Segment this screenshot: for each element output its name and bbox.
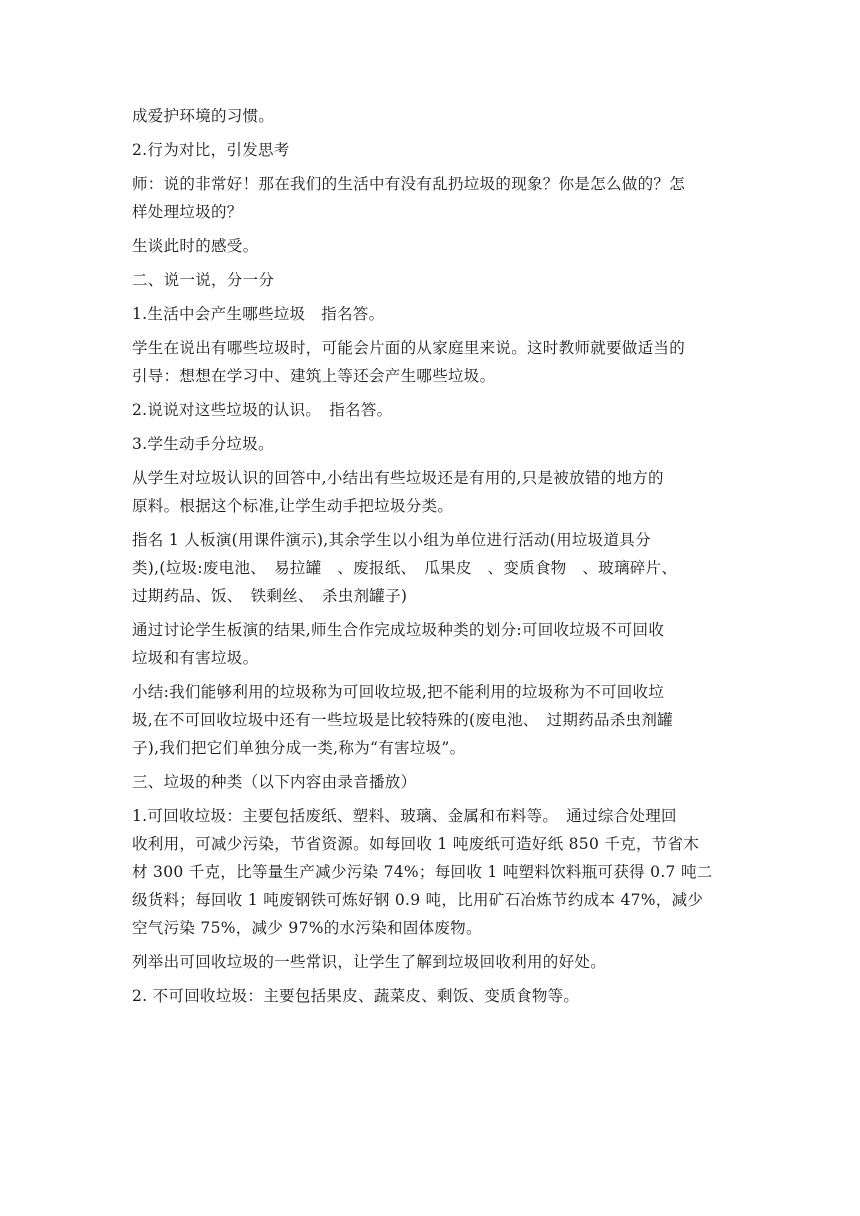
paragraph-line: 3.学生动手分垃圾。 — [132, 435, 274, 453]
paragraph-line: 级货料；每回收 1 吨废钢铁可炼好钢 0.9 吨，比用矿石冶炼节约成本 47%，减少 — [132, 891, 704, 909]
paragraph-line: 通过讨论学生板演的结果,师生合作完成垃圾种类的划分:可回收垃圾不可回收 — [132, 621, 665, 639]
paragraph-line: 收利用，可减少污染，节省资源。如每回收 1 吨废纸可造好纸 850 千克，节省木 — [132, 835, 700, 853]
paragraph-line: 引导：想想在学习中、建筑上等还会产生哪些垃圾。 — [132, 367, 496, 385]
paragraph-line: 类),(垃圾:废电池、 易拉罐 、废报纸、 瓜果皮 、变质食物 、玻璃碎片、 — [132, 559, 678, 577]
paragraph-line: 从学生对垃圾认识的回答中,小结出有些垃圾还是有用的,只是被放错的地方的 — [132, 469, 664, 487]
paragraph-line: 列举出可回收垃圾的一些常识，让学生了解到垃圾回收利用的好处。 — [132, 953, 607, 971]
paragraph-line: 2. 不可回收垃圾：主要包括果皮、蔬菜皮、剩饭、变质食物等。 — [132, 987, 580, 1005]
paragraph-line: 2.说说对这些垃圾的认识。 指名答。 — [132, 401, 393, 419]
paragraph-line: 指名 1 人板演(用课件演示),其余学生以小组为单位进行活动(用垃圾道具分 — [132, 531, 651, 549]
paragraph-line: 成爱护环境的习惯。 — [132, 107, 275, 125]
document-body — [132, 102, 734, 1010]
paragraph-line: 学生在说出有哪些垃圾时，可能会片面的从家庭里来说。这时教师就要做适当的 — [132, 339, 686, 357]
paragraph-line: 1.生活中会产生哪些垃圾 指名答。 — [132, 305, 385, 323]
paragraph-line: 垃圾和有害垃圾。 — [132, 649, 259, 667]
paragraph-line: 1.可回收垃圾：主要包括废纸、塑料、玻璃、金属和布料等。 通过综合处理回 — [132, 807, 677, 825]
paragraph-line: 材 300 千克，比等量生产减少污染 74%；每回收 1 吨塑料饮料瓶可获得 0.7 吨二 — [132, 863, 713, 881]
paragraph-line: 样处理垃圾的？ — [132, 203, 243, 221]
paragraph-line: 原料。根据这个标准,让学生动手把垃圾分类。 — [132, 497, 454, 515]
paragraph-line: 2.行为对比，引发思考 — [132, 141, 290, 159]
paragraph-line: 师：说的非常好！那在我们的生活中有没有乱扔垃圾的现象？你是怎么做的？怎 — [132, 175, 686, 193]
paragraph-line: 圾,在不可回收垃圾中还有一些垃圾是比较特殊的(废电池、 过期药品杀虫剂罐 — [132, 711, 674, 729]
paragraph-line: 子),我们把它们单独分成一类,称为“有害垃圾”。 — [132, 739, 466, 757]
section-heading: 三、垃圾的种类（以下内容由录音播放） — [132, 773, 417, 791]
paragraph-line: 过期药品、饭、 铁剩丝、 杀虫剂罐子) — [132, 587, 408, 605]
paragraph-line: 空气污染 75%，减少 97%的水污染和固体废物。 — [132, 919, 482, 937]
paragraph-line: 小结:我们能够利用的垃圾称为可回收垃圾,把不能利用的垃圾称为不可回收垃 — [132, 683, 665, 701]
section-heading: 二、说一说，分一分 — [132, 271, 275, 289]
paragraph-line: 生谈此时的感受。 — [132, 237, 259, 255]
